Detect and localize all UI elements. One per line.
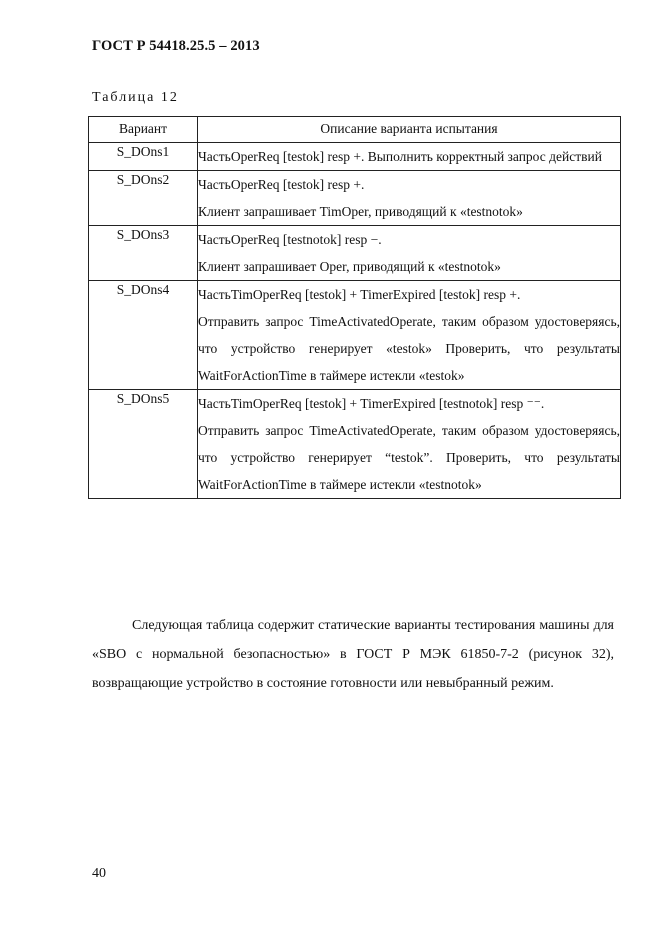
description-line: Клиент запрашивает TimOper, приводящий к «testnotok» [198,204,523,219]
table-header-row [89,117,621,143]
table-row [89,226,621,281]
description-line: ЧастьOperReq [testok] resp +. [198,177,365,192]
description-cell [198,281,621,390]
description-line: ЧастьTimOperReq [testok] + TimerExpired [testnotok] resp ⁻⁻. [198,396,545,411]
table-row [89,390,621,499]
table-row [89,281,621,390]
page-number: 40 [92,866,106,881]
description-cell [198,226,621,281]
variant-cell: S_DOns1 [89,143,198,171]
variant-cell: S_DOns3 [89,226,198,281]
description-line: Клиент запрашивает Oper, приводящий к «testnotok» [198,259,501,274]
description-line: ЧастьOperReq [testok] resp +. Выполнить корректный запрос действий [198,149,602,164]
description-line: Отправить запрос TimeActivatedOperate, таким образом удостоверяясь, что устройство генерирует “testok”. Проверить, что результаты WaitForActionTime в таймере истекли «testnotok» [198,423,620,492]
table-row [89,171,621,226]
variant-cell: S_DOns4 [89,281,198,390]
column-header-description: Описание варианта испытания [198,117,621,143]
table-row [89,143,621,171]
variant-cell: S_DOns2 [89,171,198,226]
description-line: Отправить запрос TimeActivatedOperate, таким образом удостоверяясь, что устройство генерирует «testok» Проверить, что результаты WaitForActionTime в таймере истекли «testok» [198,314,620,383]
description-line: ЧастьTimOperReq [testok] + TimerExpired [testok] resp +. [198,287,521,302]
description-cell [198,390,621,499]
description-cell [198,171,621,226]
table-caption: Таблица 12 [92,90,179,105]
description-cell [198,143,621,171]
test-variants-table [88,116,621,499]
variant-cell: S_DOns5 [89,390,198,499]
description-line: ЧастьOperReq [testnotok] resp −. [198,232,382,247]
body-paragraph: Следующая таблица содержит статические варианты тестирования машины для «SBO с нормальной безопасностью» в ГОСТ Р МЭК 61850-7-2 (рисунок 32), возвращающие устройство в состояние готовности или невыбранный режим. [92,618,614,691]
document-header: ГОСТ Р 54418.25.5 – 2013 [92,38,260,54]
column-header-variant: Вариант [89,117,198,143]
